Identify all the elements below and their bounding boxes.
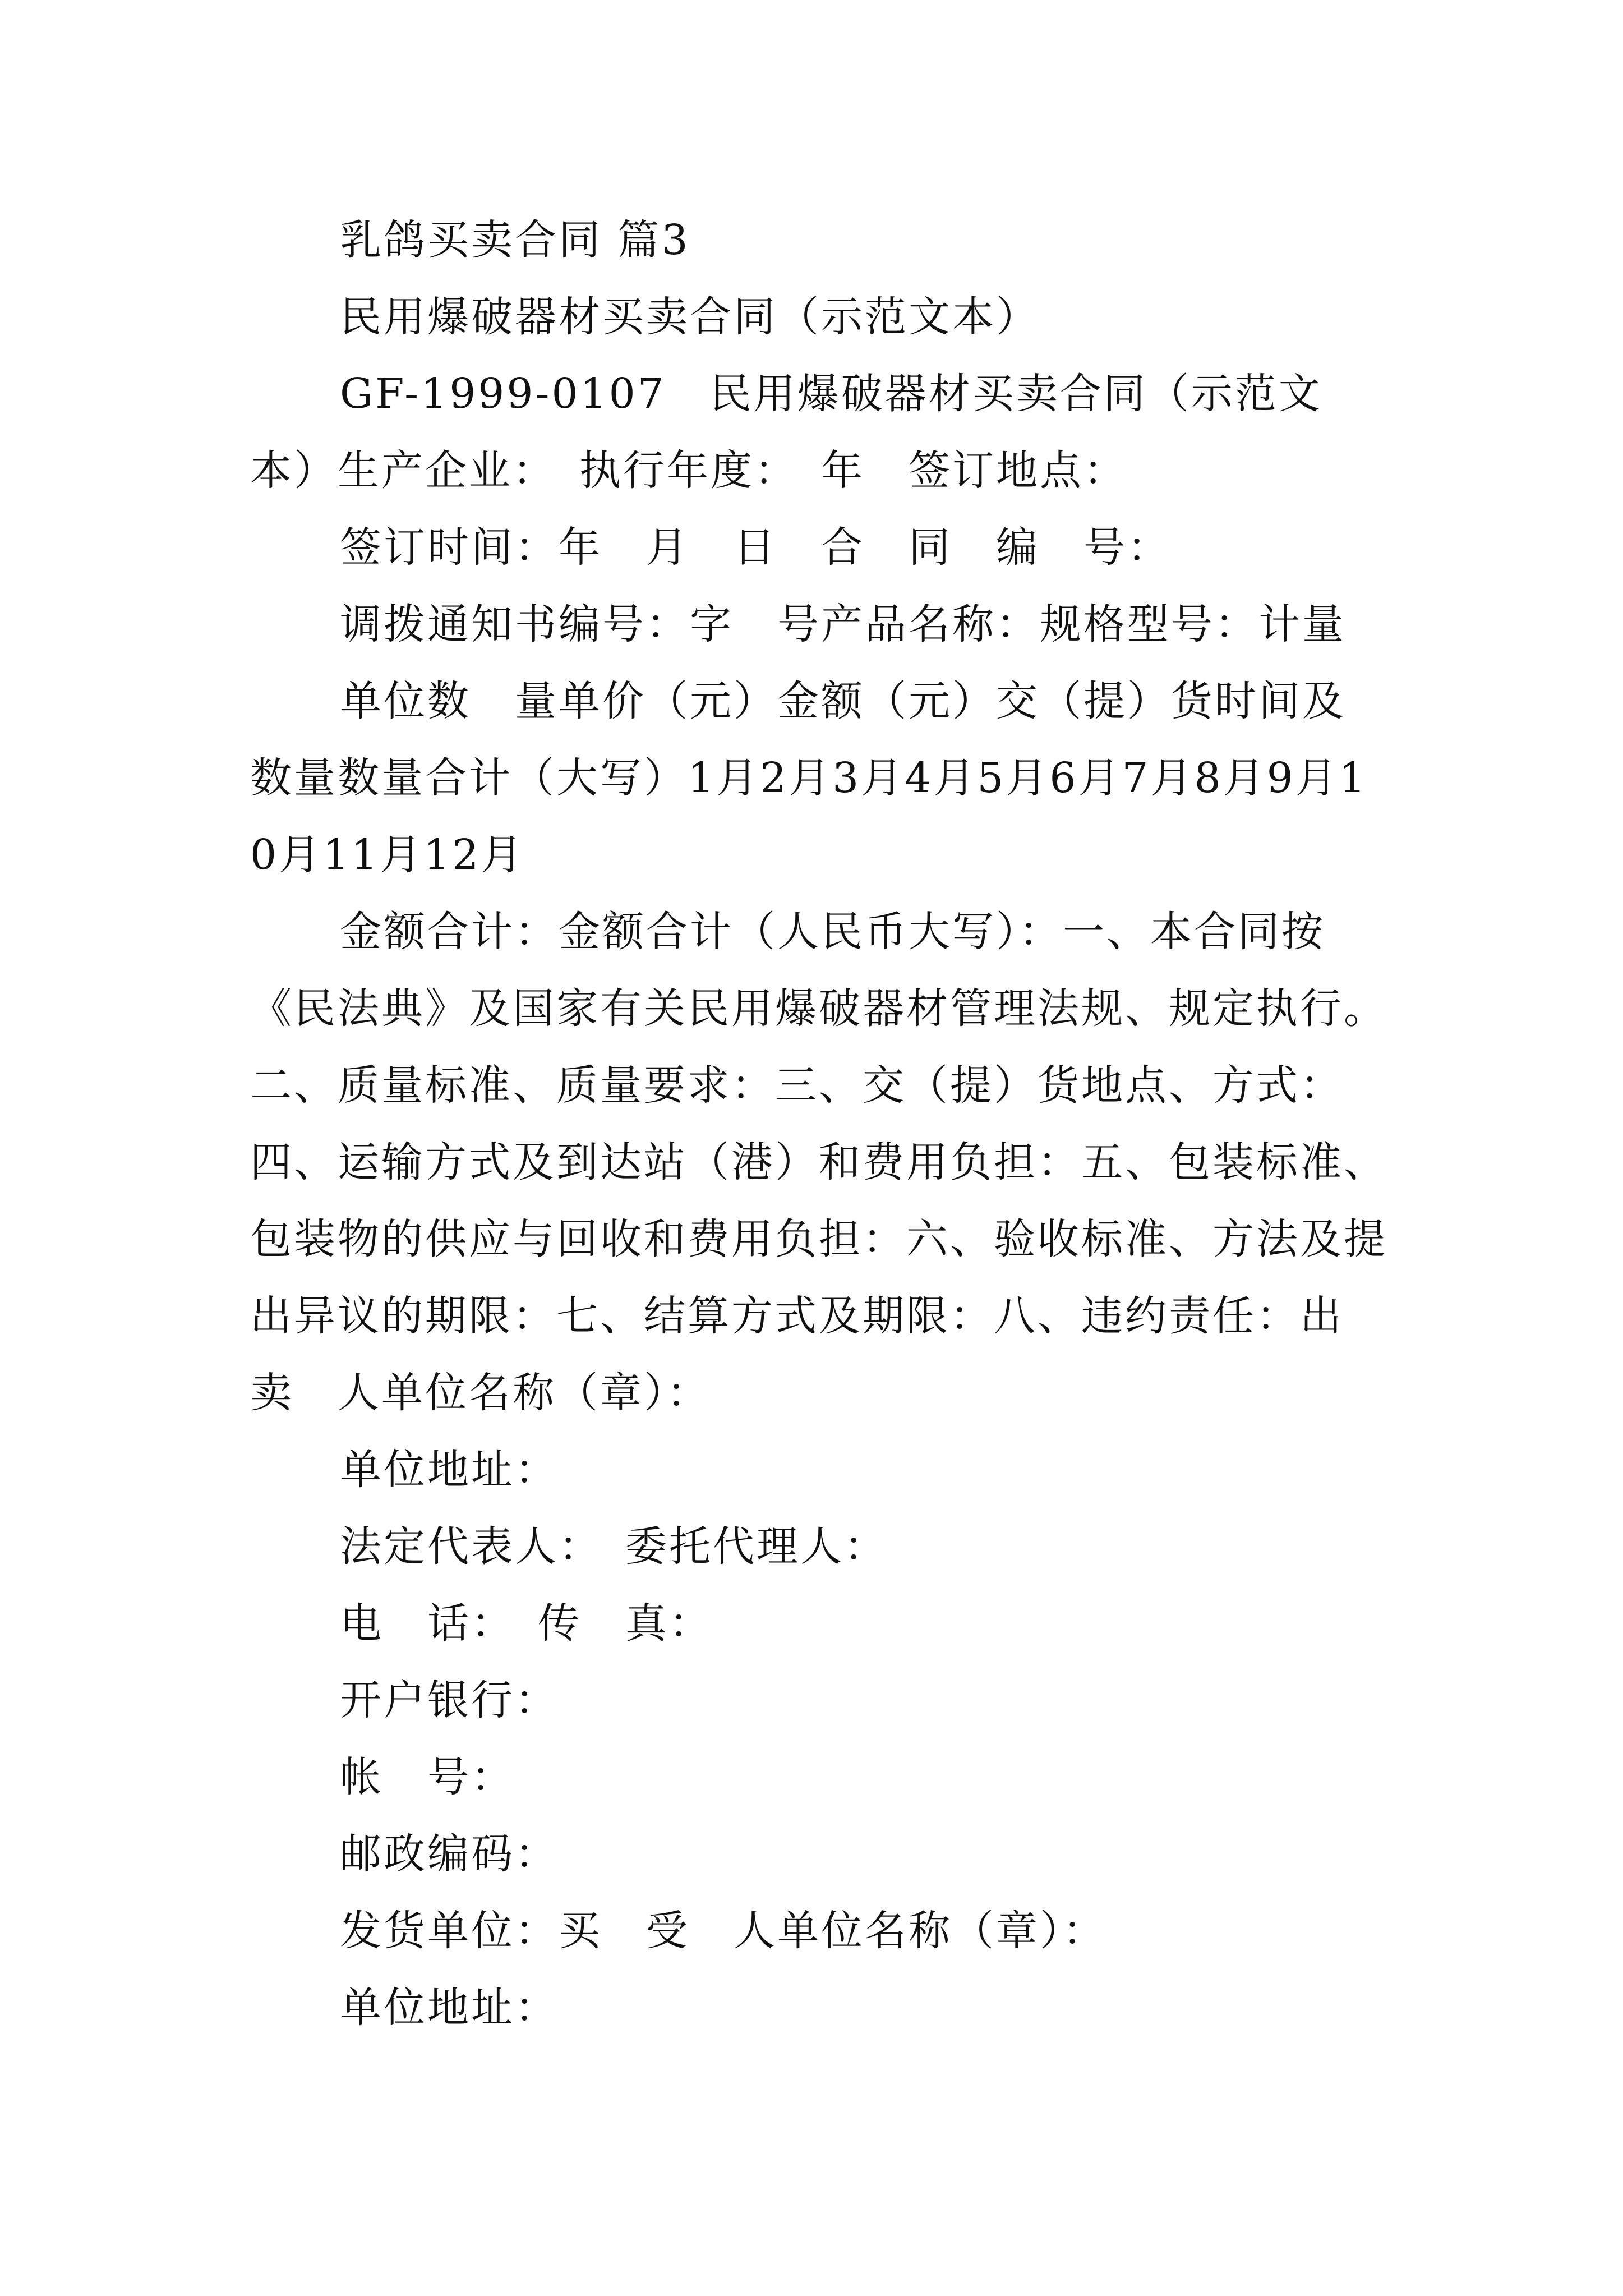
seller-phone-fax: 电 话： 传 真： [340, 1599, 713, 1648]
seller-representative: 法定代表人： 委托代理人： [340, 1522, 888, 1571]
unit-quantity-line: 单位数 量单价（元）金额（元）交（提）货时间及数量数量合计（大写）1月2月3月4月5月6月7月8月9月10月11月12月 [250, 677, 1368, 879]
contract-title: 民用爆破器材买卖合同（示范文本） [340, 293, 1040, 341]
seller-bank: 开户银行： [340, 1676, 559, 1724]
signing-time-line: 签订时间：年 月 日 合 同 编 号： [340, 523, 1171, 572]
shipper-buyer-line: 发货单位：买 受 人单位名称（章）： [340, 1907, 1106, 1955]
seller-address: 单位地址： [340, 1446, 559, 1494]
contract-code-line: GF-1999-0107 民用爆破器材买卖合同（示范文本）生产企业： 执行年度： 年 签订地点： [250, 370, 1322, 495]
document-body [250, 202, 1389, 2046]
seller-account: 帐 号： [340, 1753, 515, 1801]
allocation-notice-line: 调拨通知书编号：字 号产品名称：规格型号：计量 [340, 600, 1346, 648]
contract-clauses: 金额合计：金额合计（人民币大写）：一、本合同按《民法典》及国家有关民用爆破器材管理法规、规定执行。二、质量标准、质量要求：三、交（提）货地点、方式：四、运输方式及到达站（港）和费用负担：五、包装标准、包装物的供应与回收和费用负担：六、验收标准、方法及提出异议的期限：七、结算方式及期限：八、违约责任：出 卖 人单位名称（章）： [250, 908, 1387, 1417]
buyer-address: 单位地址： [340, 1984, 559, 2032]
seller-postcode: 邮政编码： [340, 1830, 559, 1878]
heading-article-3: 乳鸽买卖合同 篇3 [340, 216, 690, 264]
